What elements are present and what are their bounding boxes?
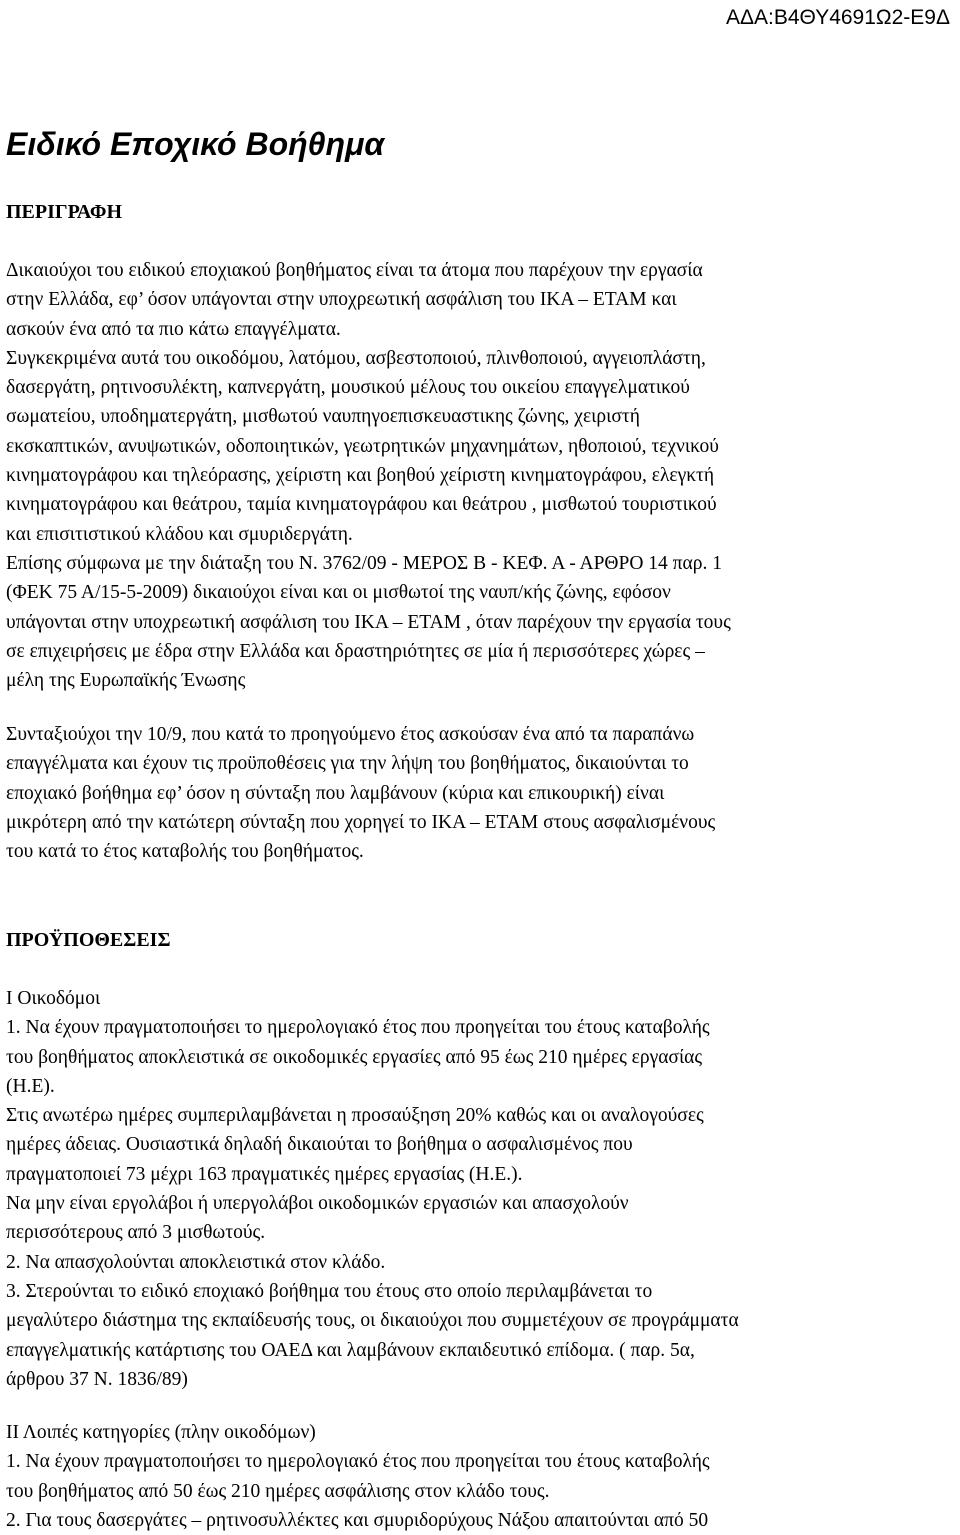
text-line: περισσότερους από 3 μισθωτούς.: [6, 1222, 266, 1244]
text-line: υπάγονται στην υποχρεωτική ασφάλιση του ΙΚΑ – ΕΤΑΜ , όταν παρέχουν την εργασία τους: [6, 611, 731, 633]
text-line: εποχιακό βοήθημα εφ’ όσον η σύνταξη που λαμβάνουν (κύρια και επικουρική) είναι: [6, 782, 665, 804]
text-line: άρθρου 37 Ν. 1836/89): [6, 1368, 188, 1390]
text-line: 1. Να έχουν πραγματοποιήσει το ημερολογιακό έτος που προηγείται του έτους καταβολής: [6, 1017, 710, 1039]
text-line: πραγματοποιεί 73 μέχρι 163 πραγματικές ημέρες εργασίας (Η.Ε.).: [6, 1163, 523, 1185]
text-line: Δικαιούχοι του ειδικού εποχιακού βοηθήματος είναι τα άτομα που παρέχουν την εργασία: [6, 260, 703, 281]
text-line: (ΦΕΚ 75 Α/15-5-2009) δικαιούχοι είναι και οι μισθωτοί της ναυπ/κής ζώνης, εφόσον: [6, 582, 671, 604]
text-line: του βοηθήματος αποκλειστικά σε οικοδομικές εργασίες από 95 έως 210 ημέρες εργασίας: [6, 1046, 703, 1068]
text-line: εκσκαπτικών, ανυψωτικών, οδοποιητικών, γεωτρητικών μηχανημάτων, ηθοποιού, τεχνικού: [6, 435, 719, 457]
text-line: κινηματογράφου και τηλεόρασης, χείριστη και βοηθού χείριστη κινηματογράφου, ελεγκτή: [6, 465, 715, 487]
text-line: 2. Να απασχολούνται αποκλειστικά στον κλάδο.: [6, 1251, 386, 1273]
text-line: μεγαλύτερο διάστημα της εκπαίδευσής τους, οι δικαιούχοι που συμμετέχουν σε προγράμματα: [6, 1310, 739, 1332]
text-line: επαγγελματικής κατάρτισης του ΟΑΕΔ και λαμβάνουν εκπαιδευτικό επίδομα. ( παρ. 5α,: [6, 1339, 695, 1361]
text-line: Συνταξιούχοι την 10/9, που κατά το προηγούμενο έτος ασκούσαν ένα από τα παραπάνω: [6, 724, 695, 745]
text-line: δασεργάτη, ρητινοσυλέκτη, καπνεργάτη, μουσικού μέλους του οικείου επαγγελματικού: [6, 377, 690, 399]
text-line: Στις ανωτέρω ημέρες συμπεριλαμβάνεται η προσαύξηση 20% καθώς και οι αναλογούσες: [6, 1105, 704, 1127]
text-line: ασκούν ένα από τα πιο κάτω επαγγέλματα.: [6, 318, 341, 340]
conditions-paragraph: [6, 984, 952, 1394]
text-line: Να μην είναι εργολάβοι ή υπεργολάβοι οικοδομικών εργασιών και απασχολούν: [6, 1193, 629, 1215]
text-line: μέλη της Ευρωπαϊκής Ένωσης: [6, 670, 246, 692]
other-categories-paragraph: [6, 1418, 952, 1535]
description-paragraph: [6, 256, 952, 695]
text-line: Επίσης σύμφωνα με την διάταξη του Ν. 3762/09 - ΜΕΡΟΣ Β - ΚΕΦ. Α - ΑΡΘΡΟ 14 παρ. 1: [6, 552, 722, 574]
section-heading-description: ΠΕΡΙΓΡΑΦΗ: [6, 201, 123, 223]
text-line: επαγγέλματα και έχουν τις προϋποθέσεις για την λήψη του βοηθήματος, δικαιούνται το: [6, 753, 689, 775]
text-line: ΙΙ Λοιπές κατηγορίες (πλην οικοδόμων): [6, 1422, 316, 1443]
text-line: στην Ελλάδα, εφ’ όσον υπάγονται στην υποχρεωτική ασφάλιση του ΙΚΑ – ΕΤΑΜ και: [6, 289, 677, 311]
text-line: μικρότερη από την κατώτερη σύνταξη που χορηγεί το ΙΚΑ – ΕΤΑΜ στους ασφαλισμένους: [6, 811, 716, 833]
text-line: σε επιχειρήσεις με έδρα στην Ελλάδα και δραστηριότητες σε μία ή περισσότερες χώρες –: [6, 640, 705, 662]
ada-code: ΑΔΑ:Β4ΘΥ4691Ω2-Ε9Δ: [725, 6, 950, 29]
text-line: 3. Στερούνται το ειδικό εποχιακό βοήθημα του έτους στο οποίο περιλαμβάνεται το: [6, 1280, 653, 1302]
text-line: (Η.Ε).: [6, 1075, 55, 1097]
text-line: του βοηθήματος από 50 έως 210 ημέρες ασφάλισης στον κλάδο τους.: [6, 1480, 550, 1502]
text-line: του κατά το έτος καταβολής του βοηθήματος.: [6, 841, 364, 863]
text-line: σωματείου, υποδηματεργάτη, μισθωτού ναυπηγοεπισκευαστικης ζώνης, χειριστή: [6, 406, 640, 428]
text-line: Ι Οικοδόμοι: [6, 988, 101, 1009]
text-line: 1. Να έχουν πραγματοποιήσει το ημερολογιακό έτος που προηγείται του έτους καταβολής: [6, 1451, 710, 1473]
page-title: Ειδικό Εποχικό Βοήθημα: [6, 126, 385, 162]
text-line: κινηματογράφου και θεάτρου, ταμία κινηματογράφου και θεάτρου , μισθωτού τουριστικού: [6, 494, 717, 516]
text-line: 2. Για τους δασεργάτες – ρητινοσυλλέκτες και σμυριδορύχους Νάξου απαιτούνται από 50: [6, 1509, 709, 1531]
pensioners-paragraph: [6, 720, 952, 866]
section-heading-conditions: ΠΡΟΫΠΟΘΕΣΕΙΣ: [6, 929, 171, 951]
text-line: Συγκεκριμένα αυτά του οικοδόμου, λατόμου, ασβεστοποιού, πλινθοποιού, αγγειοπλάστη,: [6, 347, 706, 369]
text-line: ημέρες άδειας. Ουσιαστικά δηλαδή δικαιούται το βοήθημα ο ασφαλισμένος που: [6, 1134, 633, 1156]
text-line: και επισιτιστικού κλάδου και σμυριδεργάτη.: [6, 523, 353, 545]
